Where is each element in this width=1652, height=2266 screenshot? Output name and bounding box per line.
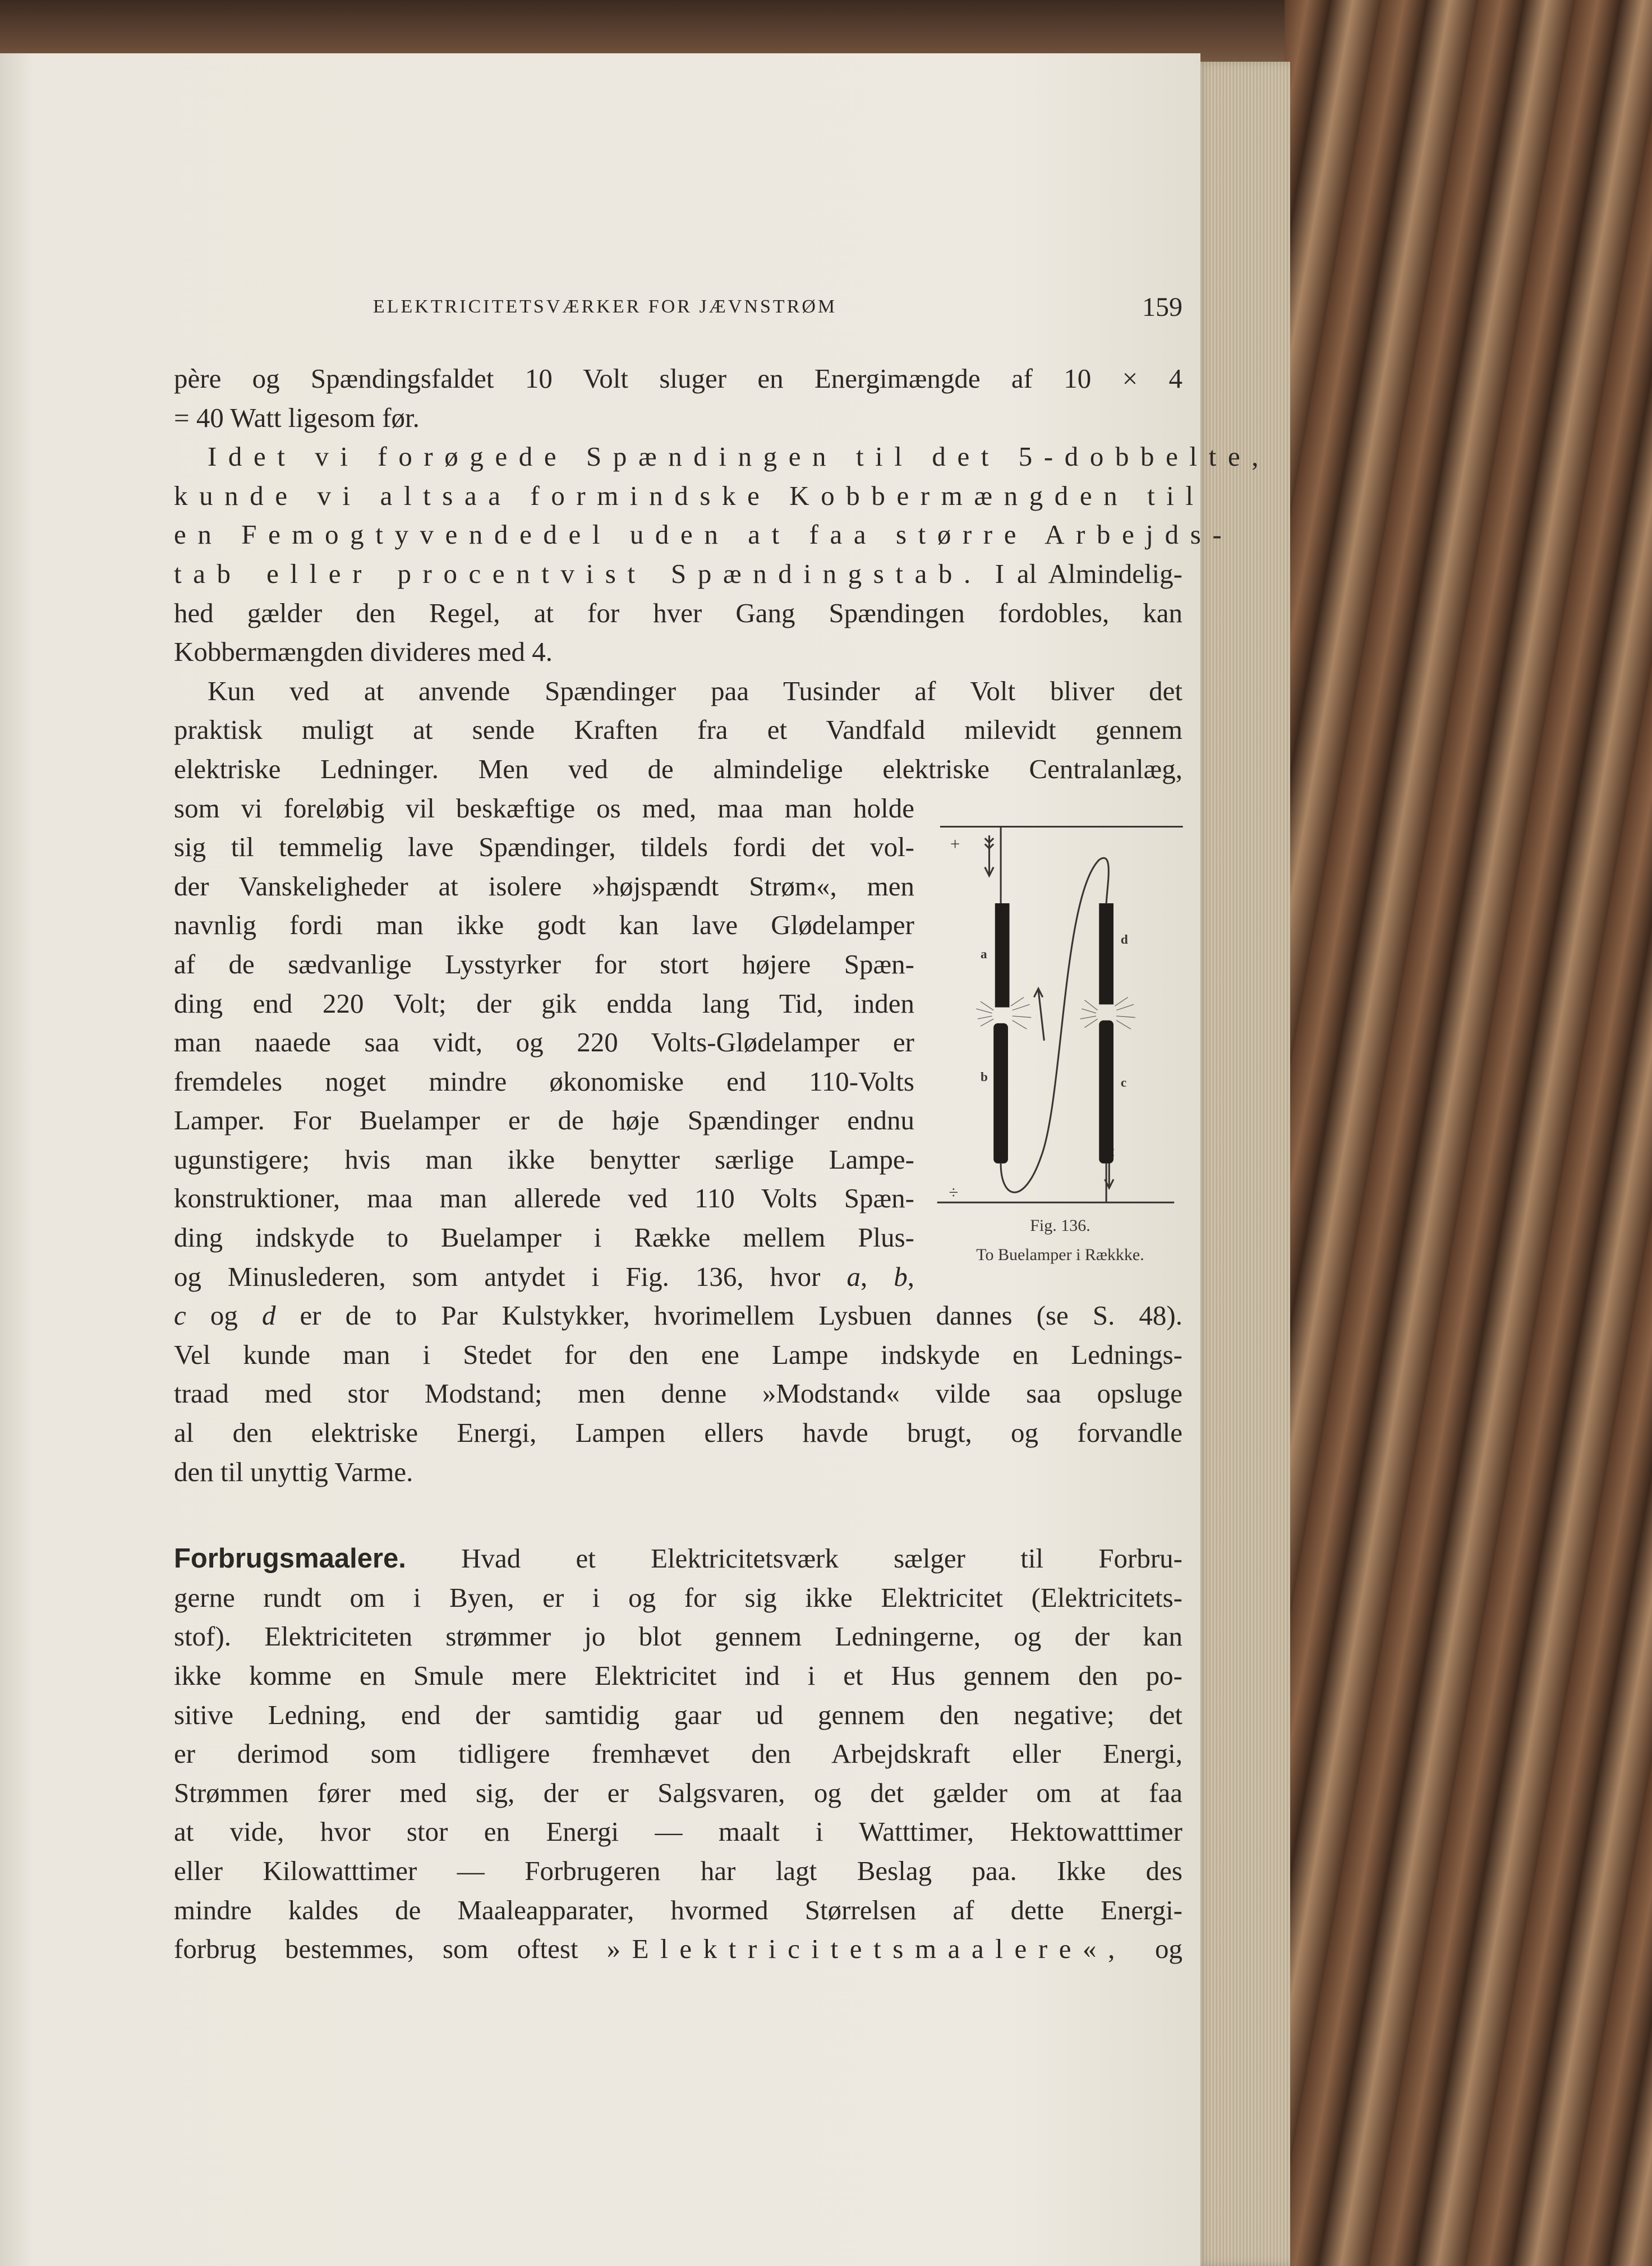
text-line <box>174 1296 1182 1335</box>
text-segment: er derimod som tidligere fremhævet den Arbejdskraft eller Energi, <box>174 1738 1182 1769</box>
text-segment: der Vanskeligheder at isolere »højspændt Strøm«, men <box>174 870 914 902</box>
section-heading: Forbrugsmaalere. <box>174 1543 406 1574</box>
text-segment: gerne rundt om i Byen, er i og for sig ikke Elektricitet (Elektricitets- <box>174 1582 1182 1613</box>
page-number: 159 <box>1142 292 1182 322</box>
text-line <box>174 672 1182 711</box>
text-line <box>174 1257 914 1297</box>
text-line <box>174 594 1182 633</box>
connecting-wire <box>1001 858 1108 1192</box>
text-segment: , <box>860 1261 894 1292</box>
text-segment: a <box>846 1261 860 1292</box>
text-segment: man naaede saa vidt, og 220 Volts-Glødelamper er <box>174 1027 914 1058</box>
current-arrow-middle <box>1034 989 1044 1041</box>
text-line <box>174 1413 1182 1453</box>
carbon-b <box>993 1023 1008 1164</box>
text-line <box>174 750 1182 789</box>
text-segment: Vel kunde man i Stedet for den ene Lampe indskyde en Lednings- <box>174 1339 1182 1370</box>
text-segment: Idet vi forøgede Spændingen til det 5-dobbelte, <box>208 441 1270 472</box>
plus-label: + <box>950 834 960 854</box>
text-line <box>174 984 914 1023</box>
text-line <box>174 1539 1182 1578</box>
text-segment: ugunstigere; hvis man ikke benytter særlige Lampe- <box>174 1143 914 1175</box>
text-segment: og Minuslederen, som antydet i Fig. 136, hvor <box>174 1261 847 1292</box>
figure-number: Fig. 136. <box>1030 1216 1090 1235</box>
text-line <box>174 1374 1182 1413</box>
text-segment: og <box>1126 1933 1182 1965</box>
label-d: d <box>1120 932 1128 948</box>
text-line <box>174 1812 1182 1851</box>
text-segment: al den elektriske Energi, Lampen ellers havde brugt, og forvandle <box>174 1417 1182 1449</box>
figure-136 <box>931 808 1200 1279</box>
text-line <box>174 1578 1182 1617</box>
text-line <box>174 476 1205 516</box>
text-line <box>174 554 1182 594</box>
text-line <box>174 515 1234 554</box>
running-head <box>174 292 1182 325</box>
text-segment: sitive Ledning, end der samtidig gaar ud gennem den negative; det <box>174 1699 1182 1730</box>
text-segment: hed gælder den Regel, at for hver Gang Spændingen fordobles, kan <box>174 597 1182 628</box>
text-line <box>174 1851 1182 1891</box>
text-line <box>174 1140 914 1179</box>
text-segment: ding end 220 Volt; der gik endda lang Tid, inden <box>174 987 914 1019</box>
text-segment: elektriske Ledninger. Men ved de almindelige elektriske Centralanlæg, <box>174 753 1182 784</box>
carbon-c <box>1099 1021 1113 1164</box>
text-segment: tab eller procentvist Spændingstab. <box>174 558 982 589</box>
text-segment: forbrug bestemmes, som oftest <box>174 1933 607 1965</box>
text-segment: ikke komme en Smule mere Elektricitet ind i et Hus gennem den po- <box>174 1660 1182 1691</box>
text-line <box>174 1617 1182 1656</box>
text-line <box>174 1179 914 1218</box>
text-line <box>174 828 914 867</box>
label-b: b <box>981 1069 988 1084</box>
text-segment: »Elektricitetsmaalere«, <box>606 1933 1126 1965</box>
label-a: a <box>981 946 987 962</box>
text-line <box>174 906 914 945</box>
text-line <box>174 1062 914 1101</box>
text-line <box>174 437 1270 476</box>
text-line <box>174 1695 1182 1735</box>
figure-caption: To Buelamper i Rækkke. <box>976 1245 1144 1264</box>
text-line <box>174 1891 1182 1930</box>
text-segment: Kun ved at anvende Spændinger paa Tusinder af Volt bliver det <box>208 675 1182 706</box>
text-segment: den til unyttig Varme. <box>174 1456 413 1487</box>
text-segment: mindre kaldes de Maaleapparater, hvormed Størrelsen af dette Energi- <box>174 1894 1182 1925</box>
text-segment: en Femogtyvendedel uden at faa større Arbejds- <box>174 519 1234 550</box>
text-line <box>174 1218 914 1257</box>
text-line <box>174 710 1182 750</box>
text-line <box>174 1023 914 1062</box>
minus-label: ÷ <box>949 1182 959 1202</box>
text-segment: stof). Elektriciteten strømmer jo blot gennem Ledningerne, og der kan <box>174 1621 1182 1652</box>
text-segment: og <box>186 1300 262 1331</box>
text-segment: = 40 Watt ligesom før. <box>174 402 420 433</box>
text-segment: kunde vi altsaa formindske Kobbermængden til <box>174 480 1205 511</box>
page-stack-edges <box>1195 62 1290 2266</box>
text-line <box>174 789 914 828</box>
text-segment: d <box>261 1300 276 1331</box>
text-segment: père og Spændingsfaldet 10 Volt sluger en Energimængde af 10 × 4 <box>174 363 1182 394</box>
text-line <box>174 1656 1182 1695</box>
text-segment: eller Kilowatttimer — Forbrugeren har lagt Beslag paa. Ikke des <box>174 1855 1182 1886</box>
text-segment: Hvad et Elektricitetsværk sælger til Forbru- <box>406 1543 1182 1574</box>
text-segment: Strømmen fører med sig, der er Salgsvaren, og det gælder om at faa <box>174 1777 1182 1808</box>
text-line <box>174 945 914 984</box>
text-segment: at vide, hvor stor en Energi — maalt i Watttimer, Hektowatttimer <box>174 1816 1182 1847</box>
text-line <box>174 1734 1182 1773</box>
running-head-title: ELEKTRICITETSVÆRKER FOR JÆVNSTRØM <box>373 296 837 317</box>
text-line <box>174 1929 1182 1969</box>
carbon-d <box>1099 903 1113 1004</box>
text-line <box>174 1335 1182 1375</box>
text-line <box>174 398 1182 438</box>
marbled-book-cover <box>1285 0 1652 2266</box>
label-c: c <box>1120 1075 1127 1091</box>
current-arrow-in <box>985 835 993 876</box>
text-segment: Lamper. For Buelamper er de høje Spændinger endnu <box>174 1105 914 1136</box>
text-segment: konstruktioner, maa man allerede ved 110 Volts Spæn- <box>174 1183 914 1214</box>
text-segment: c <box>174 1300 186 1331</box>
text-line <box>174 359 1182 398</box>
text-line <box>174 867 914 906</box>
carbon-a <box>995 903 1010 1007</box>
text-segment: er de to Par Kulstykker, hvorimellem Lysbuen dannes (se S. 48). <box>275 1300 1183 1331</box>
arc-lamp-circuit-diagram <box>931 808 1200 1234</box>
text-segment: Kobbermængden divideres med 4. <box>174 636 553 668</box>
text-segment: traad med stor Modstand; men denne »Modstand« vilde saa opsluge <box>174 1378 1182 1409</box>
text-segment: fremdeles noget mindre økonomiske end 110-Volts <box>174 1065 914 1097</box>
text-segment: af de sædvanlige Lysstyrker for stort højere Spæn- <box>174 948 914 980</box>
text-segment: , <box>907 1261 914 1292</box>
text-segment: ding indskyde to Buelamper i Række mellem Plus- <box>174 1222 914 1253</box>
text-segment: navnlig fordi man ikke godt kan lave Glødelamper <box>174 909 914 941</box>
text-line <box>174 1101 914 1140</box>
text-line <box>174 1773 1182 1813</box>
section-gap <box>174 1491 1182 1539</box>
text-line <box>174 632 1182 672</box>
text-segment: som vi foreløbig vil beskæftige os med, maa man holde <box>174 792 914 824</box>
text-segment: praktisk muligt at sende Kraften fra et Vandfald milevidt gennem <box>174 714 1182 746</box>
text-segment: I al Almindelig- <box>982 558 1182 589</box>
text-line <box>174 1453 1182 1492</box>
text-segment: sig til temmelig lave Spændinger, tildels fordi det vol- <box>174 831 914 863</box>
text-segment: b <box>894 1261 908 1292</box>
